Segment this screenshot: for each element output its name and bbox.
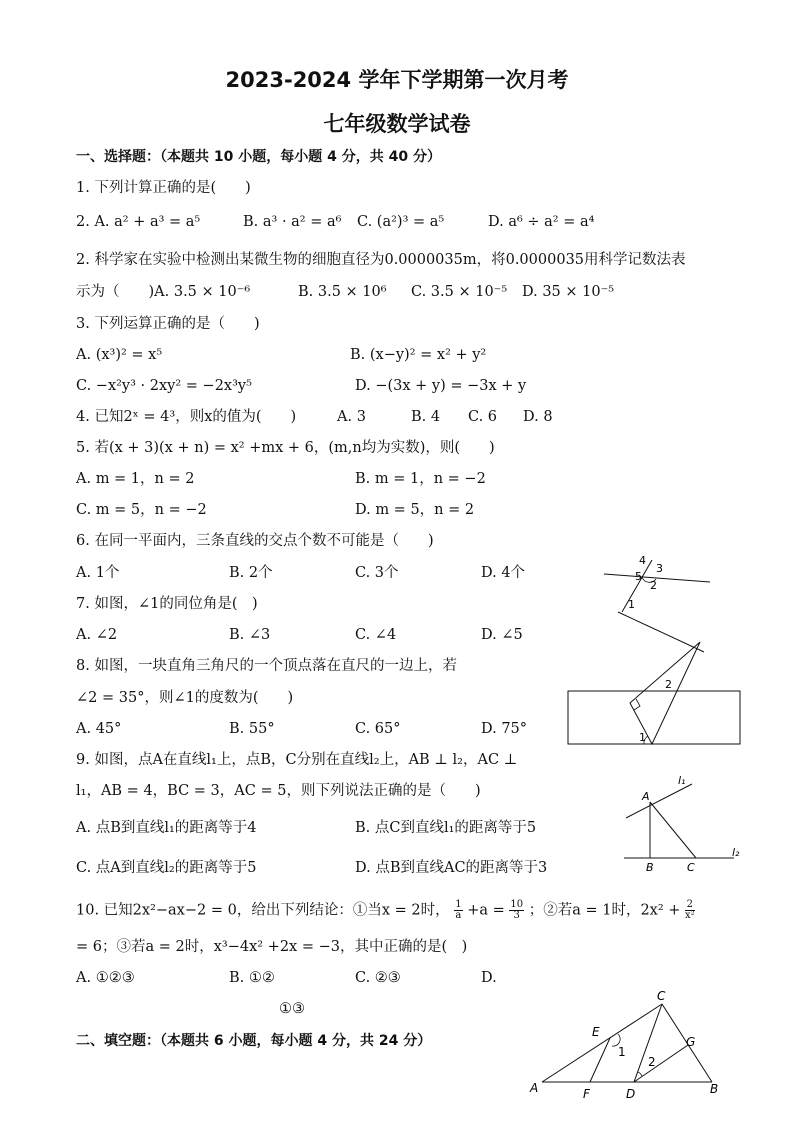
q4-stem: 4. 已知2ˣ = 4³，则x的值为( )	[76, 409, 297, 425]
q9-label-b: B	[646, 861, 654, 874]
q4-option-a: A. 3	[337, 409, 366, 425]
q6-stem: 6. 在同一平面内，三条直线的交点个数不可能是（ )	[76, 533, 434, 549]
fig-line-ac	[542, 1004, 662, 1082]
q5-stem: 5. 若(x + 3)(x + n) = x² +mx + 6，(m,n均为实数)，则( )	[76, 440, 495, 456]
q9-segment-ac	[650, 802, 696, 858]
q10-option-d: D.	[481, 970, 497, 986]
q9-label-l2: l₂	[732, 846, 740, 859]
q10-line1-part-a: 10. 已知2x²−ax−2 = 0，给出下列结论：①当x = 2时，	[76, 902, 450, 919]
q5-option-b: B. m = 1，n = −2	[355, 471, 486, 487]
q7-label-3: 3	[656, 562, 663, 575]
q4-option-b: B. 4	[411, 409, 441, 425]
fig-label-d: D	[626, 1087, 636, 1101]
q6-option-d: D. 4个	[481, 565, 526, 581]
q9-line1: 9. 如图，点A在直线l₁上，点B，C分别在直线l₂上，AB ⊥ l₂，AC ⊥	[76, 752, 518, 768]
q9-option-c: C. 点A到直线l₂的距离等于5	[76, 860, 257, 876]
q3-stem: 3. 下列运算正确的是（ )	[76, 316, 260, 332]
fig-line-cd	[634, 1004, 662, 1082]
q9-label-l1: l₁	[678, 774, 686, 787]
q8-line1: 8. 如图，一块直角三角尺的一个顶点落在直尺的一边上，若	[76, 658, 457, 674]
q6-option-b: B. 2个	[229, 565, 273, 581]
q7-option-a: A. ∠2	[76, 627, 118, 643]
section2-figure	[528, 988, 728, 1100]
q8-triangle	[630, 642, 700, 744]
q3-option-c: C. −x²y³ · 2xy² = −2x³y⁵	[76, 378, 252, 394]
q10-line1	[76, 900, 695, 921]
q10-frac3-den: x²	[685, 910, 695, 921]
q7-label-4: 4	[639, 554, 646, 567]
q8-option-b: B. 55°	[229, 721, 275, 737]
exam-title: 2023-2024 学年下学期第一次月考	[225, 68, 569, 92]
fig-label-2: 2	[648, 1055, 656, 1069]
q8-option-d: D. 75°	[481, 721, 528, 737]
q10-frac2-num: 10	[510, 899, 524, 910]
q9-label-c: C	[687, 861, 695, 874]
q2-option-d: D. a⁶ ÷ a² = a⁴	[488, 214, 595, 230]
q9-label-a: A	[642, 790, 650, 803]
q7-option-d: D. ∠5	[481, 627, 523, 643]
q10-frac3-num: 2	[686, 899, 694, 910]
q2b-option-b: B. 3.5 × 10⁶	[298, 284, 387, 300]
q3-option-d: D. −(3x + y) = −3x + y	[355, 378, 527, 394]
q9-option-a: A. 点B到直线l₁的距离等于4	[76, 820, 257, 836]
q10-fraction-1-over-a	[454, 900, 462, 921]
q9-figure	[620, 772, 750, 877]
q3-option-a: A. (x³)² = x⁵	[76, 347, 163, 363]
q10-line2: = 6；③若a = 2时，x³−4x² +2x = −3，其中正确的是( )	[76, 939, 468, 955]
q8-option-a: A. 45°	[76, 721, 122, 737]
q2b-option-d: D. 35 × 10⁻⁵	[522, 284, 615, 300]
q3-option-b: B. (x−y)² = x² + y²	[350, 347, 487, 363]
q5-option-a: A. m = 1，n = 2	[76, 471, 195, 487]
q7-line-transversal	[622, 560, 652, 612]
q10-option-c: C. ②③	[355, 970, 401, 986]
fig-label-a: A	[530, 1081, 539, 1095]
fig-label-f: F	[583, 1087, 590, 1101]
q7-option-c: C. ∠4	[355, 627, 397, 643]
q1-stem: 1. 下列计算正确的是( )	[76, 180, 251, 196]
q2b-line1: 2. 科学家在实验中检测出某微生物的细胞直径为0.0000035m，将0.0000035用科学记数法表	[76, 252, 686, 268]
fig-label-c: C	[657, 989, 666, 1003]
q9-option-d: D. 点B到直线AC的距离等于3	[355, 860, 548, 876]
q8-option-c: C. 65°	[355, 721, 401, 737]
q8-line2: ∠2 = 35°，则∠1的度数为( )	[76, 690, 294, 706]
q10-frac1-num: 1	[455, 899, 462, 910]
q8-figure	[566, 640, 744, 748]
q7-line-top	[604, 574, 710, 582]
fig-line-dg	[634, 1045, 688, 1082]
section1-heading: 一、选择题：（本题共 10 小题，每小题 4 分，共 40 分）	[76, 149, 441, 165]
q6-option-a: A. 1个	[76, 565, 120, 581]
q10-fraction-10-over-3	[509, 900, 524, 921]
q10-option-b: B. ①②	[229, 970, 275, 986]
q2b-option-c: C. 3.5 × 10⁻⁵	[411, 284, 508, 300]
q9-option-b: B. 点C到直线l₁的距离等于5	[355, 820, 537, 836]
q4-option-d: D. 8	[523, 409, 553, 425]
fig-label-e: E	[592, 1025, 600, 1039]
q8-ruler	[568, 691, 740, 744]
q10-option-d-value: ①③	[279, 1001, 305, 1017]
q7-option-b: B. ∠3	[229, 627, 271, 643]
section2-heading: 二、填空题：（本题共 6 小题，每小题 4 分，共 24 分）	[76, 1033, 432, 1049]
fig-label-b: B	[710, 1082, 719, 1096]
q2-option-a: 2. A. a² + a³ = a⁵	[76, 214, 201, 230]
q2-option-b: B. a³ · a² = a⁶	[243, 214, 342, 230]
q2-option-c: C. (a²)³ = a⁵	[357, 214, 445, 230]
q10-line1-part-c: ；②若a = 1时，2x² +	[528, 902, 681, 919]
q7-label-1: 1	[628, 598, 635, 611]
q8-label-2: 2	[665, 678, 672, 691]
exam-subtitle: 七年级数学试卷	[323, 112, 471, 136]
q6-option-c: C. 3个	[355, 565, 399, 581]
q9-line2: l₁，AB = 4，BC = 3，AC = 5，则下列说法正确的是（ )	[76, 783, 481, 799]
q10-option-a: A. ①②③	[76, 970, 135, 986]
fig-label-g: G	[686, 1035, 696, 1049]
q10-fraction-2-over-x2	[685, 900, 695, 921]
q7-stem: 7. 如图，∠1的同位角是( )	[76, 596, 258, 612]
q10-frac2-den: 3	[513, 910, 520, 921]
q10-line1-part-b: +a =	[467, 902, 505, 919]
q5-option-d: D. m = 5，n = 2	[355, 502, 475, 518]
q7-label-5: 5	[635, 570, 642, 583]
q7-label-2: 2	[650, 579, 657, 592]
q2b-line2: 示为（ )A. 3.5 × 10⁻⁶	[76, 284, 251, 300]
q5-option-c: C. m = 5，n = −2	[76, 502, 207, 518]
q4-option-c: C. 6	[468, 409, 498, 425]
q8-label-1: 1	[639, 731, 646, 744]
q10-frac1-den: a	[455, 910, 462, 921]
fig-label-1: 1	[618, 1045, 626, 1059]
